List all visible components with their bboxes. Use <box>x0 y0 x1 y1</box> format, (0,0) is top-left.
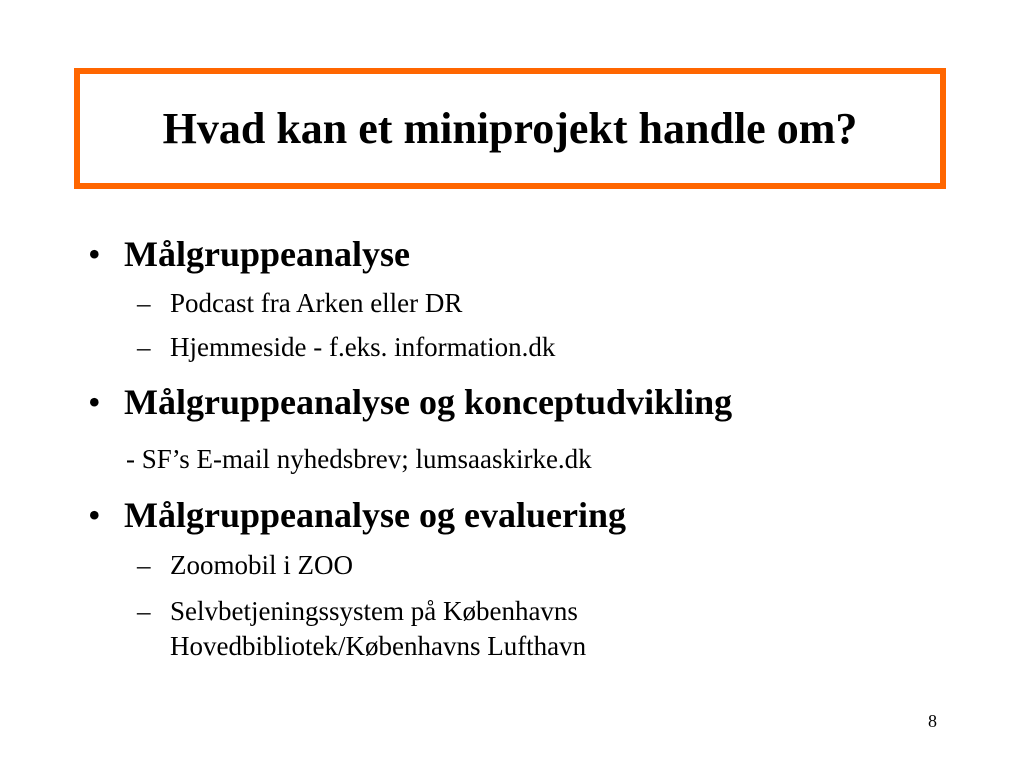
dash-icon: – <box>137 288 151 318</box>
bullet-item-2-note: - SF’s E-mail nyhedsbrev; lumsaaskirke.dk <box>126 444 592 474</box>
sub-item-3-2-continuation: Hovedbibliotek/Københavns Lufthavn <box>170 631 587 661</box>
sub-item-1-2-label: Hjemmeside - f.eks. information.dk <box>170 332 556 362</box>
bullet-item-1-label: Målgruppeanalyse <box>124 234 411 274</box>
page-number: 8 <box>928 711 937 731</box>
dash-icon: – <box>137 550 151 580</box>
bullet-item-3 <box>88 495 626 535</box>
dash-icon: – <box>137 332 151 362</box>
bullet-icon: • <box>88 234 101 274</box>
sub-item-3-1 <box>137 550 353 581</box>
dash-icon: – <box>137 596 151 626</box>
bullet-icon: • <box>88 382 101 422</box>
bullet-icon: • <box>88 495 101 535</box>
sub-item-1-1-label: Podcast fra Arken eller DR <box>170 288 463 318</box>
sub-item-3-2-label: Selvbetjeningssystem på Københavns <box>170 596 578 626</box>
sub-item-3-2 <box>137 596 578 627</box>
bullet-item-1 <box>88 234 411 274</box>
sub-item-3-1-label: Zoomobil i ZOO <box>170 550 353 580</box>
sub-item-1-2 <box>137 332 556 363</box>
slide-title: Hvad kan et miniprojekt handle om? <box>162 103 858 153</box>
bullet-item-3-label: Målgruppeanalyse og evaluering <box>124 495 626 535</box>
bullet-item-2-label: Målgruppeanalyse og konceptudvikling <box>124 382 733 422</box>
sub-item-1-1 <box>137 288 463 319</box>
bullet-item-2 <box>88 382 733 422</box>
